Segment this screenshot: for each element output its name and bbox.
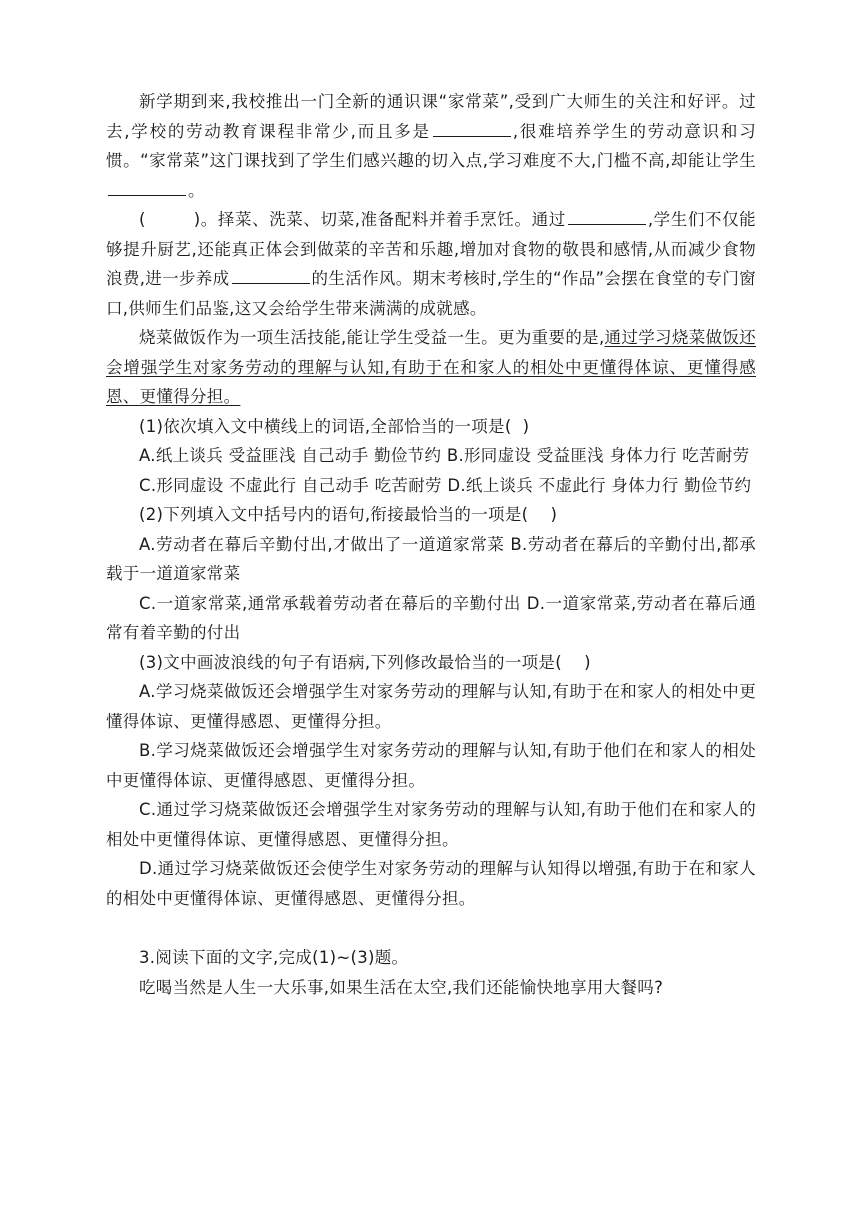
- question-2-stem: (2)下列填入文中括号内的语句,衔接最恰当的一项是( ): [139, 505, 558, 524]
- passage-paragraph-3: [106, 323, 756, 412]
- question-1-stem: (1)依次填入文中横线上的词语,全部恰当的一项是( ): [139, 416, 530, 436]
- passage-text: ,很难培养学生的劳动意识和习惯。“家常菜”这门课找到了学生们感兴趣的切入点,学习难度不大,门槛不高,却能让学生: [106, 121, 756, 170]
- question-1-options-cd: C.形同虚设 不虚此行 自己动手 吃苦耐劳 D.纸上谈兵 不虚此行 身体力行 勤俭节约: [139, 475, 752, 495]
- passage-text: 。: [188, 180, 205, 200]
- question-3-option-b: B.学习烧菜做饭还会增强学生对家务劳动的理解与认知,有助于他们在和家人的相处中更懂得体谅、更懂得感恩、更懂得分担。: [106, 741, 756, 790]
- question-3-option-c: C.通过学习烧菜做饭还会增强学生对家务劳动的理解与认知,有助于他们在和家人的相处中更懂得体谅、更懂得感恩、更懂得分担。: [106, 800, 756, 849]
- passage-text: )。择菜、洗菜、切菜,准备配料并着手烹饪。通过: [193, 210, 566, 229]
- fill-blank-1: [433, 135, 511, 137]
- section-3-intro: 吃喝当然是人生一大乐事,如果生活在太空,我们还能愉快地享用大餐吗?: [139, 977, 664, 997]
- question-3-option-d: D.通过学习烧菜做饭还会使学生对家务劳动的理解与认知得以增强,有助于在和家人的相处中更懂得体谅、更懂得感恩、更懂得分担。: [106, 859, 756, 908]
- underlined-sentence: 通过学习烧菜做饭还会增强学生对家务劳动的理解与认知,有助于在和家人的相处中更懂得体谅、更懂得感恩、更懂得分担。: [106, 328, 756, 406]
- passage-text: 新学期到来,我校推出一门全新的通识课“家常菜”,受到广大师生的关注和好评。过去,学校的劳动教育课程非常少,而且多是: [106, 92, 756, 141]
- fill-blank-4: [232, 282, 310, 284]
- passage-paragraph-2: [106, 205, 756, 323]
- question-3-option-a: A.学习烧菜做饭还会增强学生对家务劳动的理解与认知,有助于在和家人的相处中更懂得体谅、更懂得感恩、更懂得分担。: [106, 682, 756, 731]
- question-3-stem: (3)文中画波浪线的句子有语病,下列修改最恰当的一项是( ): [139, 652, 591, 672]
- section-3-heading: 3.阅读下面的文字,完成(1)~(3)题。: [139, 948, 409, 967]
- passage-paragraph-1: [106, 87, 756, 205]
- question-2-options-cd: C.一道家常菜,通常承载着劳动者在幕后的辛勤付出 D.一道家常菜,劳动者在幕后通常有着辛勤的付出: [106, 593, 756, 642]
- bracket-open: (: [139, 210, 146, 229]
- question-2-options-ab: A.劳动者在幕后辛勤付出,才做出了一道道家常菜 B.劳动者在幕后的辛勤付出,都承载于一道道家常菜: [106, 534, 756, 583]
- passage-text: ,学生们不仅能够提升厨艺,还能真正体会到做菜的辛苦和乐趣,增加对食物的敬畏和感情,从而减少食物浪费,进一步养成: [106, 210, 756, 288]
- passage-text: 的生活作风。期末考核时,学生的“作品”会摆在食堂的专门窗口,供师生们品鉴,这又会给学生带来满满的成就感。: [106, 269, 756, 318]
- section-spacer: [106, 913, 756, 943]
- fill-blank-2: [108, 194, 186, 196]
- question-1-options-ab: A.纸上谈兵 受益匪浅 自己动手 勤俭节约 B.形同虚设 受益匪浅 身体力行 吃苦耐劳: [139, 446, 750, 465]
- passage-text: 烧菜做饭作为一项生活技能,能让学生受益一生。更为重要的是,: [139, 328, 605, 347]
- fill-blank-3: [568, 223, 646, 225]
